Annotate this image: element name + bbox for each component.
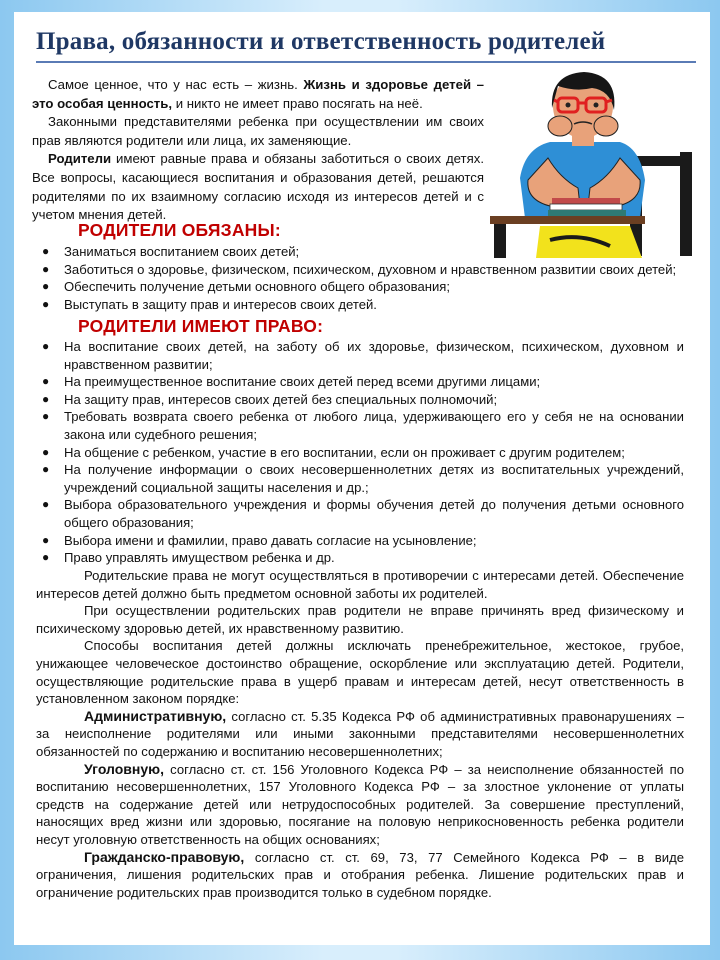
bullet-icon: ● xyxy=(42,296,50,311)
list-item xyxy=(36,338,684,373)
intro-paragraph-1 xyxy=(32,76,484,113)
bullet-icon: ● xyxy=(42,497,50,512)
bullet-icon: ● xyxy=(42,550,50,565)
list-item-text: Обеспечить получение детьми основного общего образования; xyxy=(64,279,451,295)
list-item-text: Требовать возврата своего ребенка от любого лица, удерживающего его у себя не на основании закона или судебного решения; xyxy=(64,409,684,442)
bullet-icon: ● xyxy=(42,244,50,258)
bullet-icon: ● xyxy=(42,409,50,424)
body-paragraph: При осуществлении родительских прав родители не вправе причинять вред физическому и психическому здоровью детей, их нравственному развитию. xyxy=(36,603,684,636)
list-item-text: На защиту прав, интересов своих детей без специальных полномочий; xyxy=(64,391,498,407)
bullet-icon: ● xyxy=(42,532,50,547)
bullet-icon: ● xyxy=(42,374,50,389)
liability-type: Административную, xyxy=(84,707,227,724)
list-item-text: Выбора имени и фамилии, право давать согласие на усыновление; xyxy=(64,532,477,548)
list-item-text: На общение с ребенком, участие в его воспитании, если он проживает с другим родителем; xyxy=(64,444,625,460)
list-item-text: На получение информации о своих несовершеннолетних детях из воспитательных учреждений, учреждений социальной защиты населения и др.; xyxy=(64,462,684,495)
list-item xyxy=(36,532,684,550)
criminal-liability xyxy=(36,761,684,849)
list-item xyxy=(36,243,684,261)
book xyxy=(552,198,620,204)
liability-text: согласно ст. 5.35 Кодекса РФ об административных правонарушениях – за неисполнение родителями или иными законными представителями несовершеннолетних обязанностей по содержанию и воспитанию несовершеннолетних; xyxy=(36,708,684,759)
bullet-icon: ● xyxy=(42,462,50,477)
list-item xyxy=(36,461,684,496)
intro-text: Самое ценное, что у нас есть – жизнь. xyxy=(48,77,304,92)
list-item-text: Заботиться о здоровье, физическом, психическом, духовном и нравственном развитии своих детей; xyxy=(64,261,677,277)
list-item xyxy=(36,496,684,531)
list-item xyxy=(36,444,684,462)
list-item-text: На преимущественное воспитание своих детей перед всеми другими лицами; xyxy=(64,374,541,390)
title-divider xyxy=(36,61,696,63)
body-paragraph: Родительские права не могут осуществляться в противоречии с интересами детей. Обеспечение интересов детей должно быть предметом основной заботы их родителей. xyxy=(36,568,684,601)
list-item xyxy=(36,391,684,409)
child-at-desk-illustration xyxy=(480,68,700,258)
administrative-liability xyxy=(36,708,684,761)
responsibility-section xyxy=(36,567,684,901)
intro-section xyxy=(32,76,484,225)
bullet-icon: ● xyxy=(42,339,50,353)
body-paragraph: Способы воспитания детей должны исключать пренебрежительное, жестокое, грубое, унижающее человеческое достоинство обращение, оскорбление или эксплуатацию детей. Родители, осуществляющие родительские права в ущерб правам и интересам детей, несут ответственность в установленном законом порядке: xyxy=(36,638,684,707)
bullet-icon: ● xyxy=(42,444,50,459)
list-item-text: Выбора образовательного учреждения и формы обучения детей до получения детьми основного общего образования; xyxy=(64,497,684,530)
intro-paragraph-3 xyxy=(32,150,484,224)
list-item xyxy=(36,408,684,443)
intro-text: и никто не имеет право посягать на неё. xyxy=(172,95,423,111)
rights-list xyxy=(36,338,684,567)
rights-heading: РОДИТЕЛИ ИМЕЮТ ПРАВО: xyxy=(78,316,324,336)
intro-paragraph-2: Законными представителями ребенка при осуществлении им своих прав являются родители или лица, их заменяющие. xyxy=(32,114,484,148)
desk xyxy=(490,216,645,224)
page-title: Права, обязанности и ответственность родителей xyxy=(36,28,606,55)
obligations-list xyxy=(36,243,684,313)
list-item-text: Выступать в защиту прав и интересов своих детей. xyxy=(64,296,377,312)
intro-emphasis: Родители xyxy=(48,151,112,167)
list-item xyxy=(36,549,684,567)
bullet-icon: ● xyxy=(42,391,50,406)
chair-back-right xyxy=(680,152,692,256)
intro-emphasis: Жизнь и здоровье детей – это особая ценность, xyxy=(32,77,484,111)
list-item xyxy=(36,373,684,391)
liability-type: Гражданско-правовую, xyxy=(84,848,245,865)
bullet-icon: ● xyxy=(42,279,50,294)
list-item-text: Право управлять имуществом ребенка и др. xyxy=(64,550,335,566)
list-item-text: На воспитание своих детей, на заботу об их здоровье, физическом, психическом, духовном и нравственном развитии; xyxy=(64,339,684,372)
poster-sheet xyxy=(14,12,710,945)
liability-type: Уголовную, xyxy=(84,760,164,777)
liability-text: согласно ст. ст. 69, 73, 77 Семейного Кодекса РФ – в виде ограничения, лишения родительских прав и отобрания ребенка. Лишение родительских прав и ограничение родительских прав производится только в судебном порядке. xyxy=(36,849,684,900)
list-item xyxy=(36,261,684,279)
list-item xyxy=(36,296,684,314)
bullet-icon: ● xyxy=(42,261,50,276)
obligations-heading: РОДИТЕЛИ ОБЯЗАНЫ: xyxy=(78,220,281,240)
civil-liability xyxy=(36,849,684,902)
intro-text: имеют равные права и обязаны заботиться о своих детях. Все вопросы, касающиеся воспитания и образования детей, решаются родителями по их взаимному согласию исходя из интересов детей и с учетом мнения детей. xyxy=(32,151,484,223)
list-item-text: Заниматься воспитанием своих детей; xyxy=(64,244,300,259)
list-item xyxy=(36,278,684,296)
liability-text: согласно ст. ст. 156 Уголовного Кодекса РФ – за неисполнение обязанностей по воспитанию несовершеннолетних, 157 Уголовного Кодекса РФ – за злостное уклонение от уплаты средств на содержание детей или нетрудоспособных родителей. За совершение преступлений, наносящих вред жизни или здоровью, посягание на половую неприкосновенность ребенка родители несут уголовную ответственность на общих основаниях; xyxy=(36,761,684,847)
